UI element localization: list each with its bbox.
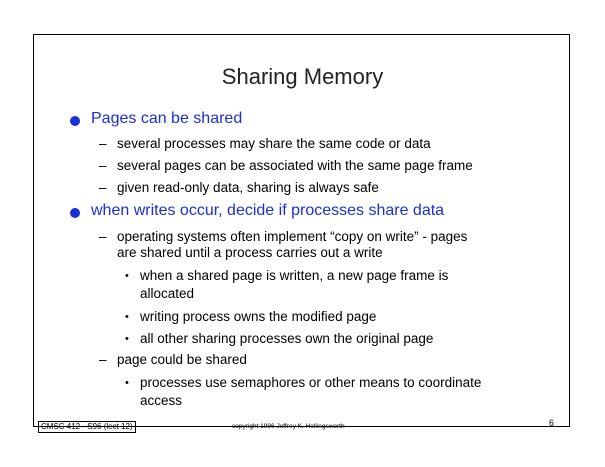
section-heading: Pages can be shared — [91, 110, 243, 127]
bullet-icon: • — [125, 270, 129, 282]
bullet-icon: • — [125, 333, 129, 345]
dash-icon: – — [99, 136, 107, 151]
list-item: given read-only data, sharing is always safe — [117, 180, 379, 195]
sub-item-continuation: allocated — [140, 286, 195, 301]
dash-icon: – — [99, 180, 107, 195]
dash-icon: – — [99, 352, 107, 367]
bullet-icon — [70, 116, 80, 126]
footer-copyright: copyright 1996 Jeffrey K. Hollingsworth — [232, 423, 345, 430]
dash-icon: – — [99, 158, 107, 173]
footer-course: CMSC 412 - S96 (lect 12) — [38, 421, 136, 433]
section-heading: when writes occur, decide if processes share data — [91, 202, 445, 219]
bullet-icon: • — [125, 377, 129, 389]
list-item: operating systems often implement “copy on write” - pages — [117, 229, 468, 244]
page-number: 6 — [549, 418, 555, 428]
sub-item: when a shared page is written, a new page frame is — [140, 268, 449, 283]
sub-item-continuation: access — [140, 393, 183, 408]
list-item: page could be shared — [117, 352, 247, 367]
bullet-icon: • — [125, 311, 129, 323]
sub-item: all other sharing processes own the original page — [140, 331, 434, 346]
slide-title: Sharing Memory — [221, 64, 384, 89]
sub-item: processes use semaphores or other means to coordinate — [140, 375, 482, 390]
dash-icon: – — [99, 229, 107, 244]
list-item: several processes may share the same code or data — [117, 136, 431, 151]
bullet-icon — [70, 208, 80, 218]
sub-item: writing process owns the modified page — [140, 309, 377, 324]
list-item-continuation: are shared until a process carries out a write — [117, 245, 383, 260]
list-item: several pages can be associated with the same page frame — [117, 158, 473, 173]
